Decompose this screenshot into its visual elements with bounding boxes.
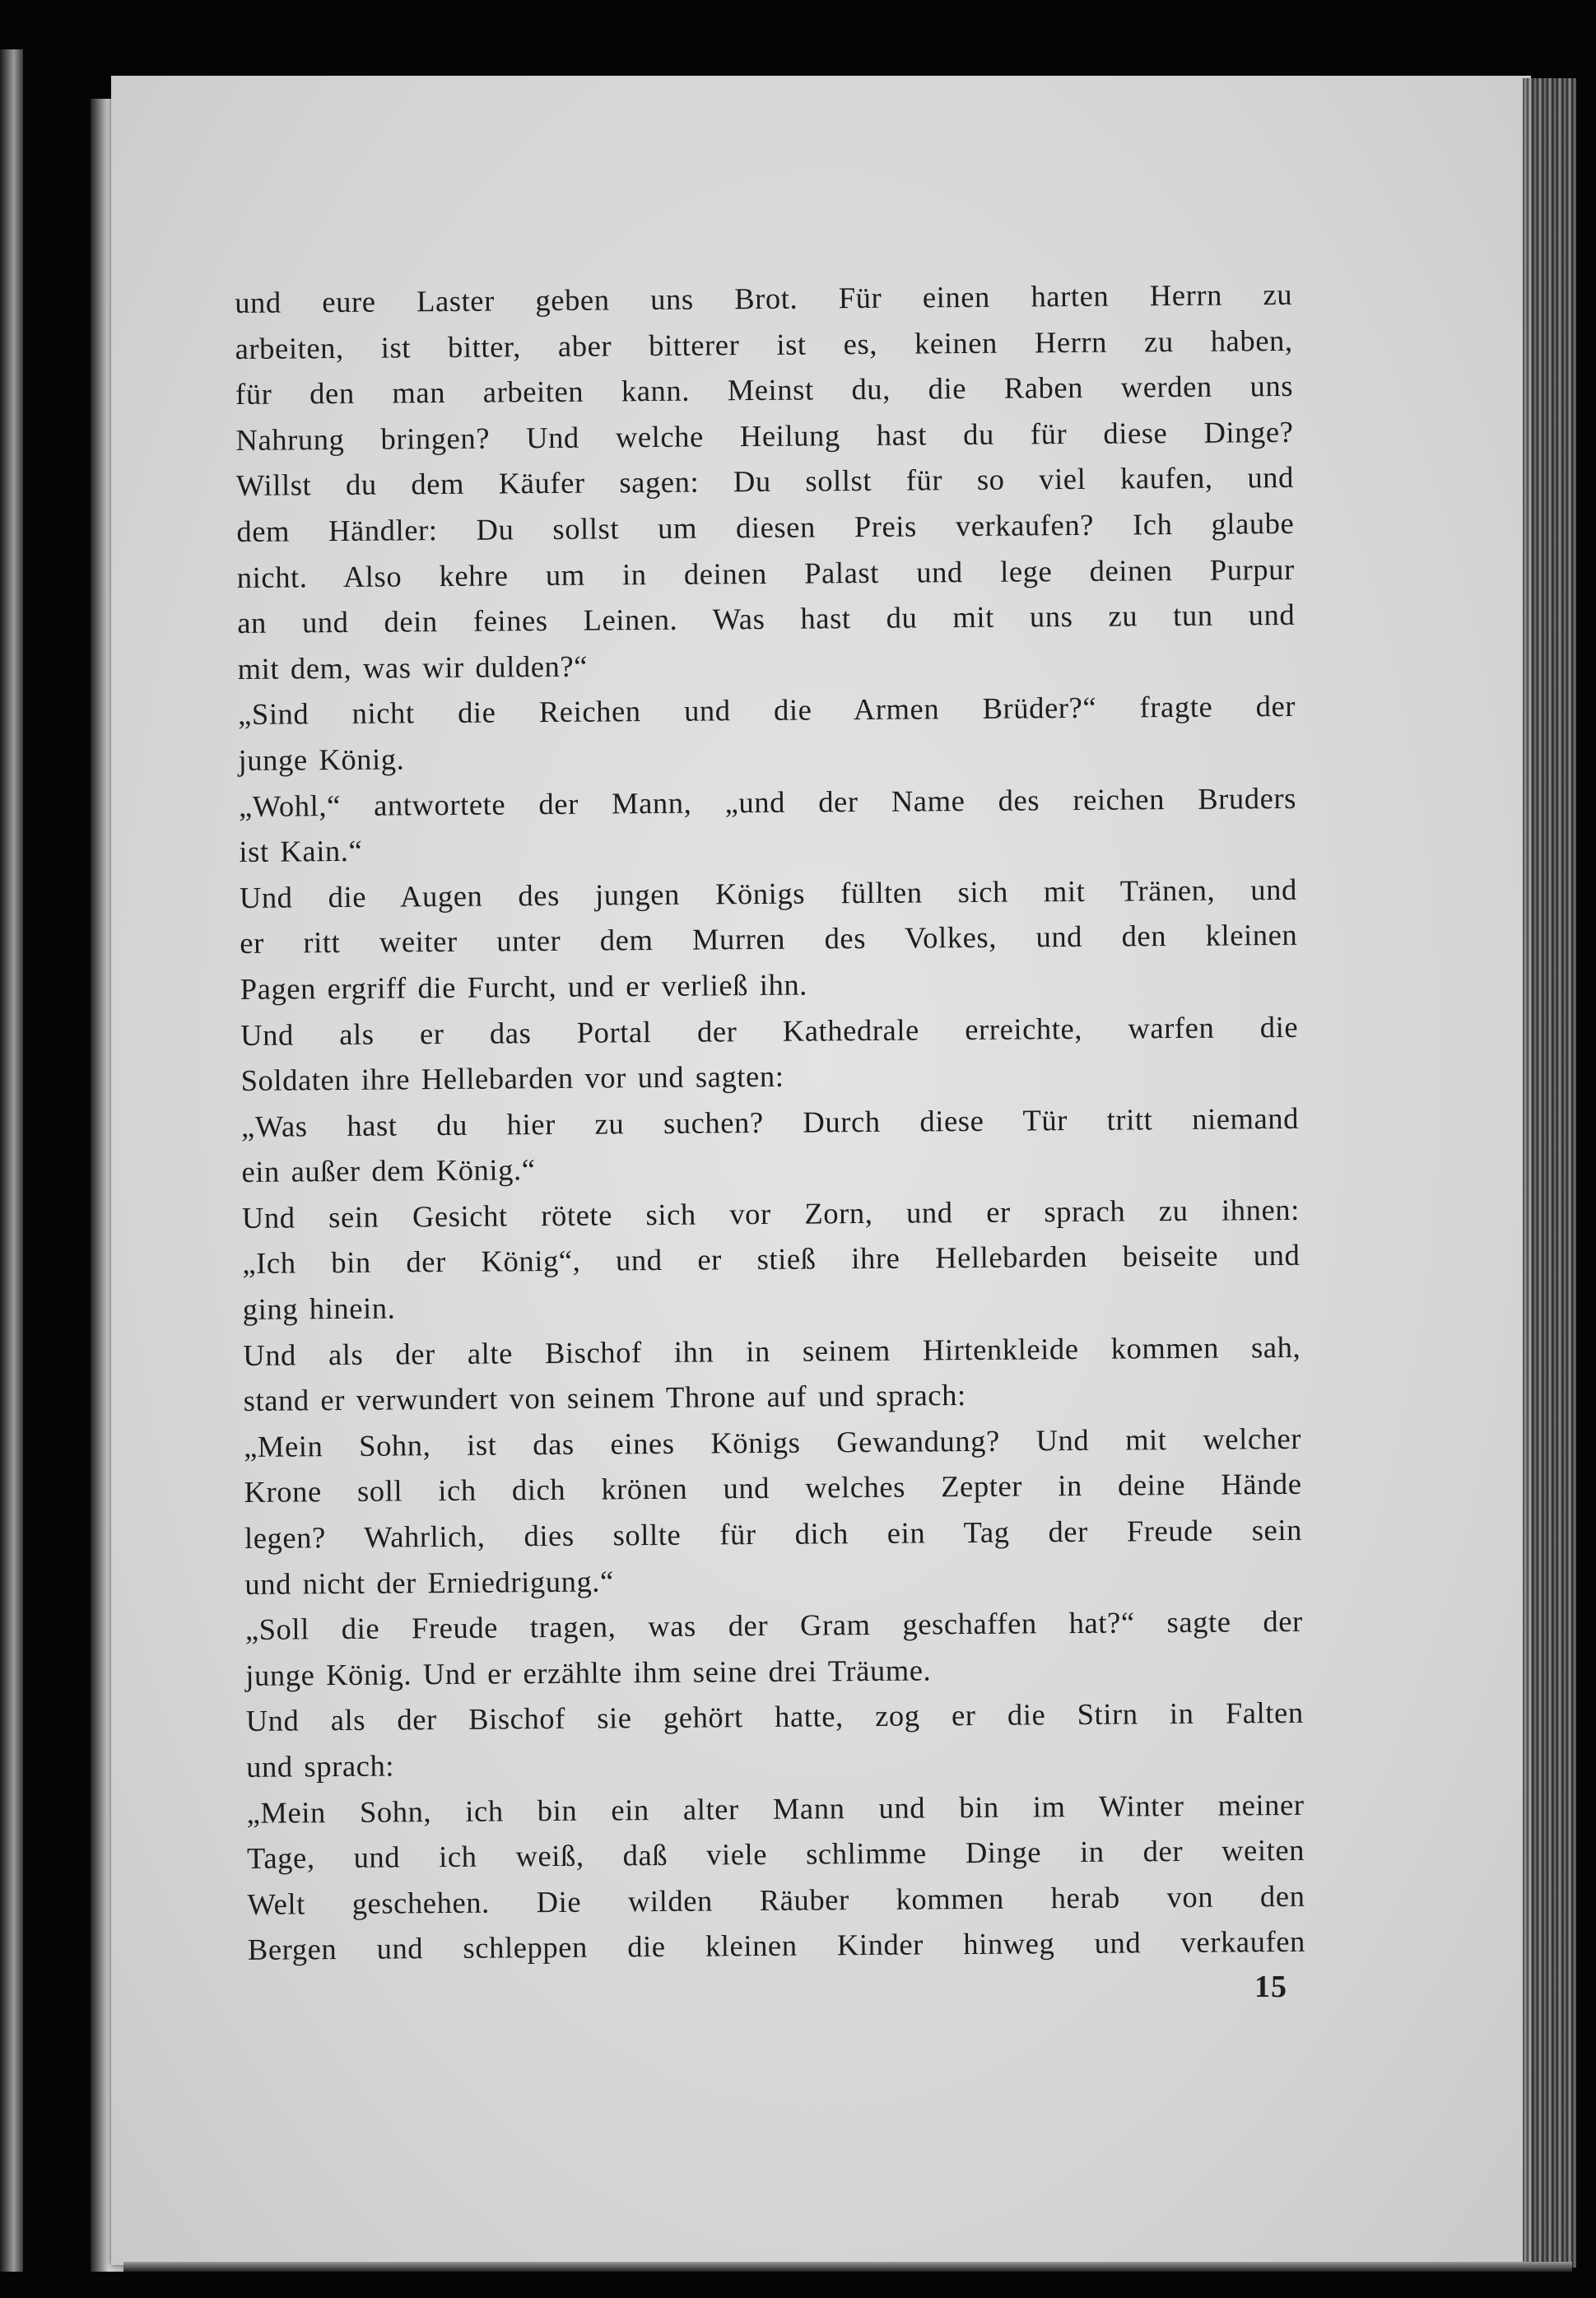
text-line: Und als er das Portal der Kathedrale erreichte, warfen die	[240, 1009, 1299, 1052]
text-line: Krone soll ich dich krönen und welches Zepter in deine Hände	[244, 1467, 1302, 1510]
text-line: „Was hast du hier zu suchen? Durch diese Tür tritt niemand	[240, 1100, 1300, 1143]
text-line: Und die Augen des jungen Königs füllten sich mit Tränen, und	[239, 872, 1298, 914]
text-line: „Mein Sohn, ich bin ein alter Mann und bin im Winter meiner	[246, 1787, 1305, 1830]
text-line: und nicht der Erniedrigung.“	[244, 1564, 615, 1601]
text-line: Und als der alte Bischof ihn in seinem Hirtenkleide kommen sah,	[243, 1329, 1301, 1372]
text-line: dem Händler: Du sollst um diesen Preis verkaufen? Ich glaube	[236, 505, 1295, 548]
text-line: „Sind nicht die Reichen und die Armen Brüder?“ fragte der	[237, 689, 1296, 732]
text-line: Willst du dem Käufer sagen: Du sollst für so viel kaufen, und	[235, 460, 1295, 503]
text-line: und sprach:	[246, 1748, 395, 1784]
text-line: und eure Laster geben uns Brot. Für einen harten Herrn zu	[235, 277, 1293, 319]
text-line: ein außer dem König.“	[241, 1152, 536, 1189]
text-line: Und sein Gesicht rötete sich vor Zorn, und er sprach zu ihnen:	[241, 1192, 1301, 1235]
text-line: Soldaten ihre Hellebarden vor und sagten:	[240, 1058, 784, 1098]
page-number: 15	[1254, 1970, 1287, 2004]
text-line: „Wohl,“ antwortete der Mann, „und der Name des reichen Bruders	[238, 780, 1297, 823]
text-line: Pagen ergriff die Furcht, und er verließ ihn.	[240, 967, 808, 1006]
text-line: ist Kain.“	[239, 833, 363, 869]
text-line: Nahrung bringen? Und welche Heilung hast du für diese Dinge?	[235, 414, 1294, 457]
book-fore-edge	[1523, 78, 1576, 2268]
text-line: für den man arbeiten kann. Meinst du, die Raben werden uns	[235, 369, 1294, 412]
body-text	[235, 272, 1305, 1973]
text-line: „Soll die Freude tragen, was der Gram geschaffen hat?“ sagte der	[244, 1604, 1303, 1647]
text-line: ging hinein.	[242, 1291, 396, 1327]
text-line: legen? Wahrlich, dies sollte für dich ein Tag der Freude sein	[244, 1512, 1303, 1555]
text-line: nicht. Also kehre um in deinen Palast und lege deinen Purpur	[236, 551, 1295, 594]
text-line: er ritt weiter unter dem Murren des Volkes, und den kleinen	[240, 918, 1298, 961]
text-line: Tage, und ich weiß, daß viele schlimme Dinge in der weiten	[246, 1833, 1305, 1876]
text-line: stand er verwundert von seinem Throne auf und sprach:	[243, 1378, 966, 1418]
text-line: junge König. Und er erzählte ihm seine drei Träume.	[245, 1653, 932, 1692]
text-line: Bergen und schleppen die kleinen Kinder hinweg und verkaufen	[247, 1924, 1306, 1967]
text-line: „Mein Sohn, ist das eines Königs Gewandung? Und mit welcher	[243, 1421, 1302, 1463]
text-line: an und dein feines Leinen. Was hast du mit uns zu tun und	[237, 598, 1296, 640]
left-page-edge	[0, 49, 23, 2272]
text-line: Und als der Bischof sie gehört hatte, zog er die Stirn in Falten	[245, 1696, 1304, 1738]
text-line: „Ich bin der König“, und er stieß ihre Hellebarden beiseite und	[242, 1238, 1301, 1281]
book-bottom-edge	[123, 2262, 1572, 2272]
text-line: Welt geschehen. Die wilden Räuber kommen herab von den	[247, 1878, 1305, 1921]
text-line: mit dem, was wir dulden?“	[237, 649, 589, 686]
text-line: junge König.	[238, 742, 405, 777]
text-line: arbeiten, ist bitter, aber bitterer ist es, keinen Herrn zu haben,	[235, 323, 1293, 365]
